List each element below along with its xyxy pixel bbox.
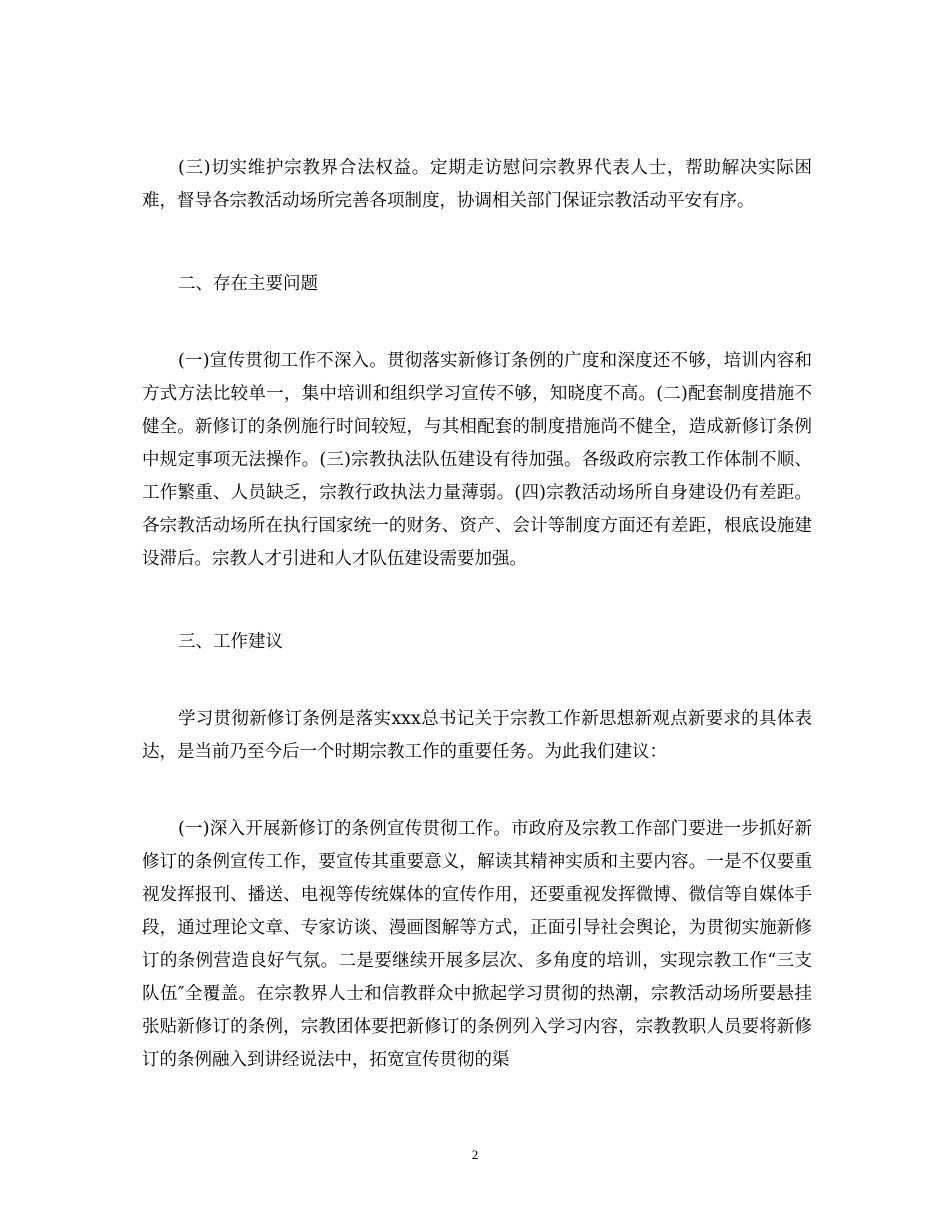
page-number: 2	[471, 1147, 479, 1162]
section-heading-problems: 二、存在主要问题	[178, 274, 318, 294]
paragraph-safeguard-rights: (三)切实维护宗教界合法权益。定期走访慰问宗教界代表人士，帮助解决实际困难，督导各宗教活动场所完善各项制度，协调相关部门保证宗教活动平安有序。	[142, 158, 812, 211]
document-body	[142, 152, 812, 1077]
paragraph-problems: (一)宣传贯彻工作不深入。贯彻落实新修订条例的广度和深度还不够，培训内容和方式方法比较单一，集中培训和组织学习宣传不够，知晓度不高。(二)配套制度措施不健全。新修订的条例施行时间较短，与其相配套的制度措施尚不健全，造成新修订条例中规定事项无法操作。(三)宗教执法队伍建设有待加强。各级政府宗教工作体制不顺、工作繁重、人员缺乏，宗教行政执法力量薄弱。(四)宗教活动场所自身建设仍有差距。各宗教活动场所在执行国家统一的财务、资产、会计等制度方面还有差距，根底设施建设滞后。宗教人才引进和人才队伍建设需要加强。	[142, 351, 812, 569]
paragraph-suggestion-one: (一)深入开展新修订的条例宣传贯彻工作。市政府及宗教工作部门要进一步抓好新修订的条例宣传工作，要宣传其重要意义，解读其精神实质和主要内容。一是不仅要重视发挥报刊、播送、电视等传统媒体的宣传作用，还要重视发挥微博、微信等自媒体手段，通过理论文章、专家访谈、漫画图解等方式，正面引导社会舆论，为贯彻实施新修订的条例营造良好气氛。二是要继续开展多层次、多角度的培训，实现宗教工作“三支队伍″全覆盖。在宗教界人士和信教群众中掀起学习贯彻的热潮，宗教活动场所要悬挂张贴新修订的条例，宗教团体要把新修订的条例列入学习内容，宗教教职人员要将新修订的条例融入到讲经说法中，拓宽宣传贯彻的渠	[142, 819, 812, 1070]
section-heading-suggestions: 三、工作建议	[178, 632, 283, 652]
paragraph-suggestions-intro: 学习贯彻新修订条例是落实xxx总书记关于宗教工作新思想新观点新要求的具体表达，是当前乃至今后一个时期宗教工作的重要任务。为此我们建议：	[142, 709, 812, 762]
